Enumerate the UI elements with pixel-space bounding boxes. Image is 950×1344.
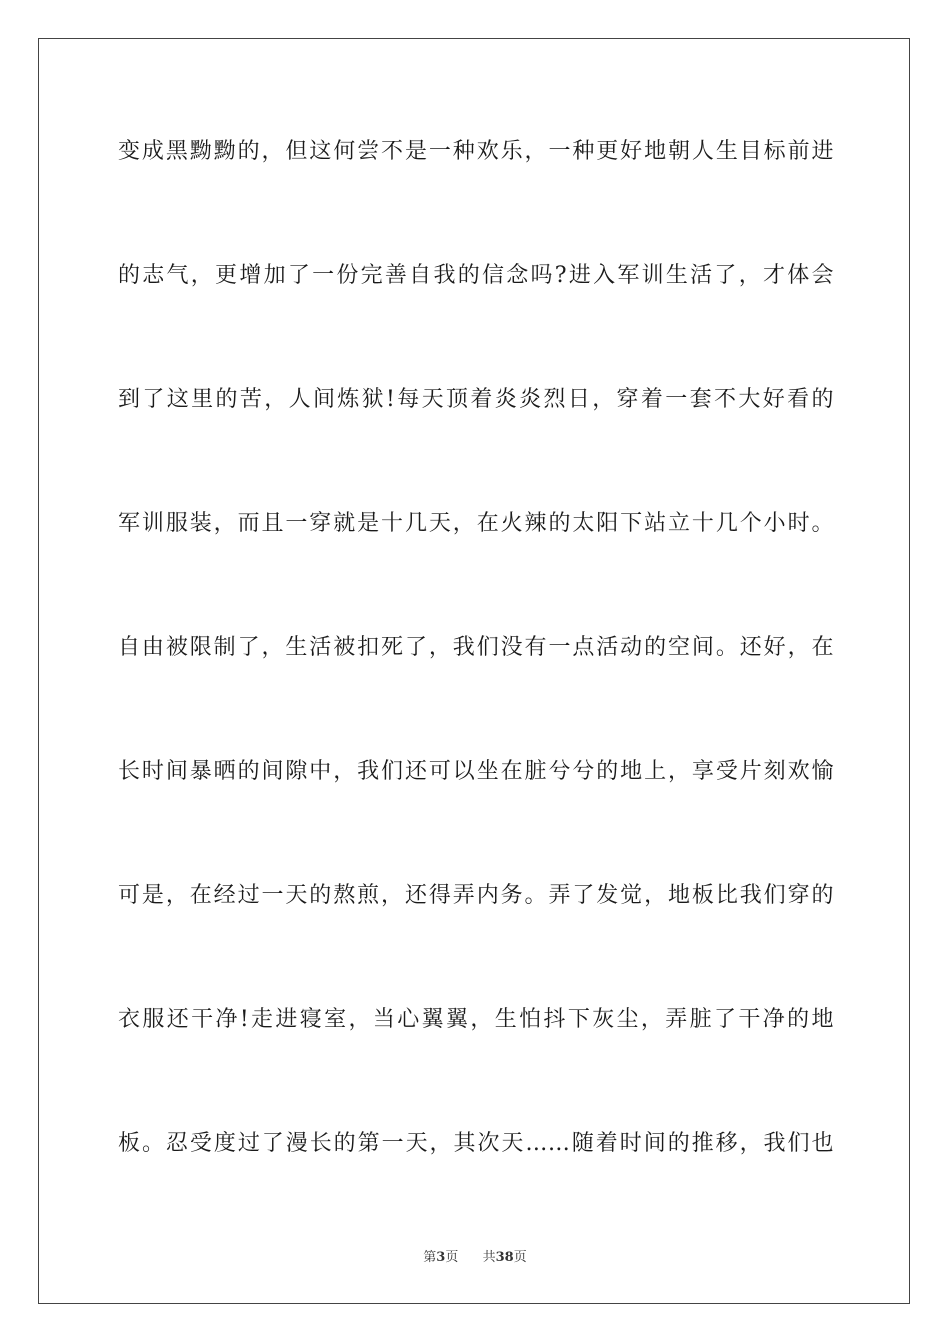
page-prefix: 第	[423, 1250, 437, 1265]
page-total	[483, 1246, 527, 1265]
text-line-1: 变成黑黝黝的，但这何尝不是一种欢乐，一种更好地朝人生目标前进	[118, 139, 834, 164]
text-line-4: 军训服装，而且一穿就是十几天，在火辣的太阳下站立十几个小时。	[118, 511, 834, 536]
body-text	[118, 128, 834, 1244]
text-line-7: 可是，在经过一天的熬煎，还得弄内务。弄了发觉，地板比我们穿的	[118, 883, 834, 908]
page-suffix: 页	[445, 1250, 459, 1265]
text-line-5: 自由被限制了，生活被扣死了，我们没有一点活动的空间。还好，在	[118, 635, 834, 660]
page-current: 3	[436, 1250, 446, 1265]
total-prefix: 共	[482, 1250, 496, 1265]
text-line-3: 到了这里的苦，人间炼狱!每天顶着炎炎烈日，穿着一套不大好看的	[118, 387, 834, 412]
text-line-6: 长时间暴晒的间隙中，我们还可以坐在脏兮兮的地上，享受片刻欢愉	[118, 759, 834, 784]
page-footer	[0, 1246, 950, 1265]
total-count: 38	[495, 1250, 514, 1265]
page-number	[423, 1246, 458, 1265]
text-line-9: 板。忍受度过了漫长的第一天，其次天……随着时间的推移，我们也	[118, 1131, 834, 1156]
text-line-8: 衣服还干净!走进寝室，当心翼翼，生怕抖下灰尘，弄脏了干净的地	[118, 1007, 834, 1032]
text-line-2: 的志气，更增加了一份完善自我的信念吗?进入军训生活了，才体会	[118, 263, 834, 288]
total-suffix: 页	[513, 1250, 527, 1265]
